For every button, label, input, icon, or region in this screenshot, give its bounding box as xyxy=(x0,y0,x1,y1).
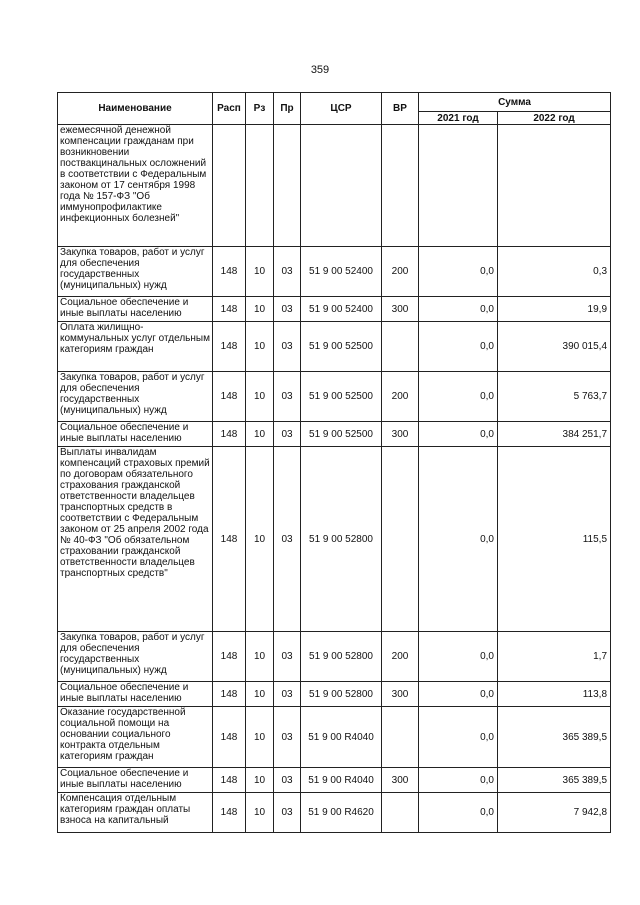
row-2021: 0,0 xyxy=(419,247,498,297)
row-vr: 300 xyxy=(382,768,419,793)
row-rz: 10 xyxy=(246,372,274,422)
table-row xyxy=(58,247,611,297)
header-sum: Сумма xyxy=(419,93,611,112)
page-number: 359 xyxy=(310,64,330,76)
row-vr xyxy=(382,793,419,833)
row-csr: 51 9 00 52400 xyxy=(301,247,382,297)
row-csr: 51 9 00 R4040 xyxy=(301,707,382,768)
row-csr: 51 9 00 52500 xyxy=(301,322,382,372)
row-rz: 10 xyxy=(246,422,274,447)
row-pr: 03 xyxy=(274,707,301,768)
row-pr: 03 xyxy=(274,422,301,447)
header-rz: Рз xyxy=(246,93,274,125)
header-rasp: Расп xyxy=(213,93,246,125)
row-rasp: 148 xyxy=(213,322,246,372)
header-pr: Пр xyxy=(274,93,301,125)
row-pr: 03 xyxy=(274,322,301,372)
row-vr xyxy=(382,322,419,372)
row-name: Социальное обеспечение и иные выплаты населению xyxy=(58,422,213,447)
row-2022: 365 389,5 xyxy=(498,707,611,768)
row-rz: 10 xyxy=(246,447,274,632)
row-pr: 03 xyxy=(274,793,301,833)
row-csr: 51 9 00 52800 xyxy=(301,447,382,632)
table-row xyxy=(58,297,611,322)
table-row xyxy=(58,322,611,372)
row-rasp: 148 xyxy=(213,682,246,707)
row-rasp: 148 xyxy=(213,768,246,793)
row-2022: 1,7 xyxy=(498,632,611,682)
row-name: Закупка товаров, работ и услуг для обеспечения государственных (муниципальных) нужд xyxy=(58,632,213,682)
row-rz: 10 xyxy=(246,297,274,322)
row-2022: 115,5 xyxy=(498,447,611,632)
row-vr: 300 xyxy=(382,682,419,707)
table-row xyxy=(58,707,611,768)
row-rz: 10 xyxy=(246,768,274,793)
table-row xyxy=(58,632,611,682)
row-2021: 0,0 xyxy=(419,793,498,833)
row-name: Закупка товаров, работ и услуг для обеспечения государственных (муниципальных) нужд xyxy=(58,372,213,422)
row-2021: 0,0 xyxy=(419,447,498,632)
row-csr: 51 9 00 52500 xyxy=(301,422,382,447)
row-2021: 0,0 xyxy=(419,372,498,422)
row-pr: 03 xyxy=(274,632,301,682)
row-name: ежемесячной денежной компенсации гражданам при возникновении поствакцинальных осложнений в соответствии с Федеральным законом от 17 сентября 1998 года № 157-ФЗ "Об иммунопрофилактике инфекционных болезней" xyxy=(58,125,213,247)
row-rasp: 148 xyxy=(213,247,246,297)
row-csr: 51 9 00 52500 xyxy=(301,372,382,422)
row-pr: 03 xyxy=(274,297,301,322)
row-vr xyxy=(382,125,419,247)
row-name: Социальное обеспечение и иные выплаты населению xyxy=(58,297,213,322)
budget-table xyxy=(57,92,611,833)
row-2021: 0,0 xyxy=(419,297,498,322)
row-rz: 10 xyxy=(246,247,274,297)
table-header xyxy=(58,93,611,125)
row-vr: 300 xyxy=(382,297,419,322)
row-rasp: 148 xyxy=(213,422,246,447)
table-row xyxy=(58,447,611,632)
row-2022 xyxy=(498,125,611,247)
row-rz: 10 xyxy=(246,682,274,707)
row-rz: 10 xyxy=(246,322,274,372)
row-2021: 0,0 xyxy=(419,422,498,447)
row-csr: 51 9 00 R4620 xyxy=(301,793,382,833)
row-rasp: 148 xyxy=(213,632,246,682)
row-2021: 0,0 xyxy=(419,768,498,793)
header-2021: 2021 год xyxy=(419,112,498,125)
row-rz: 10 xyxy=(246,707,274,768)
row-2022: 5 763,7 xyxy=(498,372,611,422)
row-pr: 03 xyxy=(274,247,301,297)
header-vr: ВР xyxy=(382,93,419,125)
row-rasp: 148 xyxy=(213,297,246,322)
row-2021: 0,0 xyxy=(419,682,498,707)
row-rasp xyxy=(213,125,246,247)
row-2022: 113,8 xyxy=(498,682,611,707)
row-name: Оплата жилищно-коммунальных услуг отдельным категориям граждан xyxy=(58,322,213,372)
header-name: Наименование xyxy=(58,93,213,125)
row-vr xyxy=(382,447,419,632)
row-name: Выплаты инвалидам компенсаций страховых премий по договорам обязательного страхования гражданской ответственности владельцев транспортных средств в соответствии с Федеральным законом от 25 апреля 2002 года № 40-ФЗ "Об обязательном страховании гражданской ответственности владельцев транспортных средств" xyxy=(58,447,213,632)
row-pr: 03 xyxy=(274,682,301,707)
row-vr: 200 xyxy=(382,372,419,422)
table-row xyxy=(58,422,611,447)
row-vr xyxy=(382,707,419,768)
row-2022: 19,9 xyxy=(498,297,611,322)
table-row xyxy=(58,768,611,793)
row-csr xyxy=(301,125,382,247)
row-vr: 200 xyxy=(382,632,419,682)
row-rz: 10 xyxy=(246,632,274,682)
row-pr: 03 xyxy=(274,768,301,793)
row-2022: 0,3 xyxy=(498,247,611,297)
row-csr: 51 9 00 52800 xyxy=(301,682,382,707)
table-row xyxy=(58,372,611,422)
row-2021: 0,0 xyxy=(419,632,498,682)
row-csr: 51 9 00 52400 xyxy=(301,297,382,322)
row-name: Оказание государственной социальной помощи на основании социального контракта отдельным категориям граждан xyxy=(58,707,213,768)
row-vr: 300 xyxy=(382,422,419,447)
row-vr: 200 xyxy=(382,247,419,297)
row-rasp: 148 xyxy=(213,372,246,422)
row-pr xyxy=(274,125,301,247)
row-2021: 0,0 xyxy=(419,322,498,372)
header-csr: ЦСР xyxy=(301,93,382,125)
row-2022: 7 942,8 xyxy=(498,793,611,833)
row-rz xyxy=(246,125,274,247)
row-2022: 390 015,4 xyxy=(498,322,611,372)
row-name: Закупка товаров, работ и услуг для обеспечения государственных (муниципальных) нужд xyxy=(58,247,213,297)
row-pr: 03 xyxy=(274,447,301,632)
row-rz: 10 xyxy=(246,793,274,833)
row-csr: 51 9 00 R4040 xyxy=(301,768,382,793)
row-2022: 365 389,5 xyxy=(498,768,611,793)
row-2021 xyxy=(419,125,498,247)
row-2022: 384 251,7 xyxy=(498,422,611,447)
row-rasp: 148 xyxy=(213,793,246,833)
row-name: Компенсация отдельным категориям граждан оплаты взноса на капитальный xyxy=(58,793,213,833)
header-2022: 2022 год xyxy=(498,112,611,125)
table-row xyxy=(58,125,611,247)
row-2021: 0,0 xyxy=(419,707,498,768)
table-row xyxy=(58,793,611,833)
row-name: Социальное обеспечение и иные выплаты населению xyxy=(58,768,213,793)
row-rasp: 148 xyxy=(213,447,246,632)
row-csr: 51 9 00 52800 xyxy=(301,632,382,682)
row-rasp: 148 xyxy=(213,707,246,768)
row-pr: 03 xyxy=(274,372,301,422)
row-name: Социальное обеспечение и иные выплаты населению xyxy=(58,682,213,707)
table-row xyxy=(58,682,611,707)
